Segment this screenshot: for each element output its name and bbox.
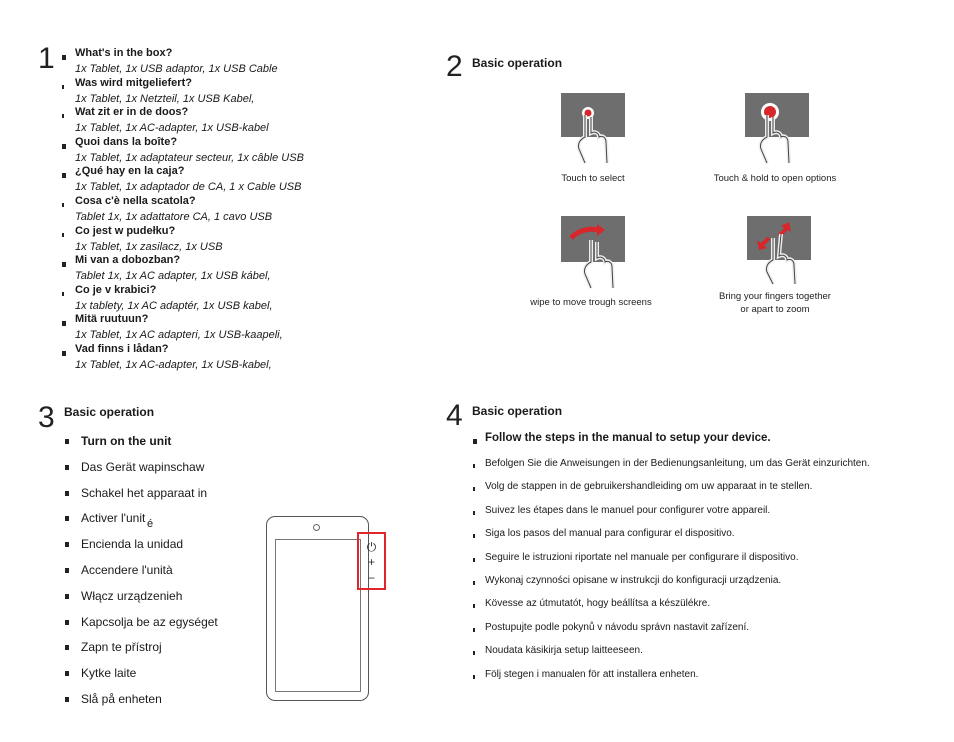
bullet [65,568,69,573]
list-item [62,284,402,314]
question-text: Vad finns i lådan? [75,342,169,355]
bullet [473,628,475,632]
question-text: ¿Qué hay en la caja? [75,165,185,178]
answer-text: 1x Tablet, 1x Netzteil, 1x USB Kabel, [75,92,255,105]
list-item [62,343,402,373]
bullet [473,511,475,515]
bullet [65,439,69,444]
bullet [62,55,66,60]
tablet-illustration [266,516,369,701]
section-title: Basic operation [472,404,563,418]
section-number-1: 1 [38,42,55,75]
gesture-label [700,290,850,316]
bullet [473,675,475,679]
answer-text: 1x Tablet, 1x zasilacz, 1x USB [75,240,223,253]
gesture-label-line2: or apart to zoom [740,304,810,315]
bullet [62,262,66,267]
bullet [473,604,475,608]
side-buttons-highlight [357,532,386,590]
answer-text: 1x Tablet, 1x adaptateur secteur, 1x câble USB [75,151,304,164]
bullet [473,558,475,562]
touch-hold-gesture-icon [745,93,809,165]
list-item [62,225,402,255]
section-number-2: 2 [446,50,463,83]
question-text: Was wird mitgeliefert? [75,76,192,89]
bullet [473,581,475,585]
bullet [62,233,64,237]
list-item [62,165,402,195]
question-text: Co jest w pudełku? [75,224,176,237]
bullet [65,645,69,650]
bullet [62,351,66,356]
answer-text: 1x Tablet, 1x adaptador de CA, 1 x Cable USB [75,181,302,194]
bullet [473,464,475,468]
bullet [473,651,475,655]
answer-text: 1x tablety, 1x AC adaptér, 1x USB kabel, [75,299,273,312]
question-text: Quoi dans la boîte? [75,135,178,148]
gesture-label: Touch to select [561,173,625,184]
bullet [62,85,64,89]
pinch-zoom-gesture-icon [747,216,811,286]
bullet [65,594,69,599]
bullet [65,516,69,521]
gesture-label-line1: Bring your fingers together [719,291,831,302]
list-item [62,313,402,343]
stray-accent-char: é [147,518,154,530]
tap-gesture-icon [561,93,625,165]
bullet [65,697,69,702]
list-item [62,254,402,284]
section-number-3: 3 [38,401,55,434]
answer-text: 1x Tablet, 1x AC-adapter, 1x USB-kabel, [75,358,272,371]
bullet [473,534,475,538]
bullet [473,439,477,444]
bullet [62,173,66,178]
box-contents-list [62,47,402,373]
section-title: Basic operation [64,405,155,419]
power-icon: ⏻ [366,540,377,554]
answer-text: 1x Tablet, 1x AC-adapter, 1x USB-kabel [75,122,269,135]
gesture-label: Touch & hold to open options [713,173,837,184]
question-text: What's in the box? [75,47,173,59]
volume-up-icon: + [367,555,375,569]
question-text: Cosa c'è nella scatola? [75,194,196,207]
bullet [62,144,66,149]
bullet [65,465,69,470]
list-item [62,106,402,136]
answer-text: Tablet 1x, 1x adattatore CA, 1 cavo USB [75,210,273,223]
volume-down-icon: − [367,571,375,585]
gesture-label: wipe to move trough screens [530,297,652,308]
section-number-4: 4 [446,399,463,432]
list-item [62,195,402,225]
swipe-gesture-icon [561,216,625,290]
question-text: Co je v krabici? [75,283,157,296]
bullet [62,203,64,207]
list-item [62,47,402,77]
answer-text: Tablet 1x, 1x AC adapter, 1x USB kábel, [75,270,271,283]
camera-icon [313,524,320,531]
bullet [473,487,475,491]
bullet [62,292,64,296]
answer-text: 1x Tablet, 1x AC adapteri, 1x USB-kaapeli, [75,329,283,342]
question-text: Mitä ruutuun? [75,313,149,326]
bullet [65,671,69,676]
bullet [65,491,69,496]
section-title: Basic operation [472,56,563,70]
bullet [62,114,64,118]
bullet [62,321,66,326]
bullet [65,620,69,625]
list-item [62,77,402,107]
question-text: Mi van a dobozban? [75,254,181,267]
bullet [65,542,69,547]
question-text: Wat zit er in de doos? [75,106,189,119]
answer-text: 1x Tablet, 1x USB adaptor, 1x USB Cable [75,63,278,75]
list-item [62,136,402,166]
tablet-screen [275,539,361,692]
